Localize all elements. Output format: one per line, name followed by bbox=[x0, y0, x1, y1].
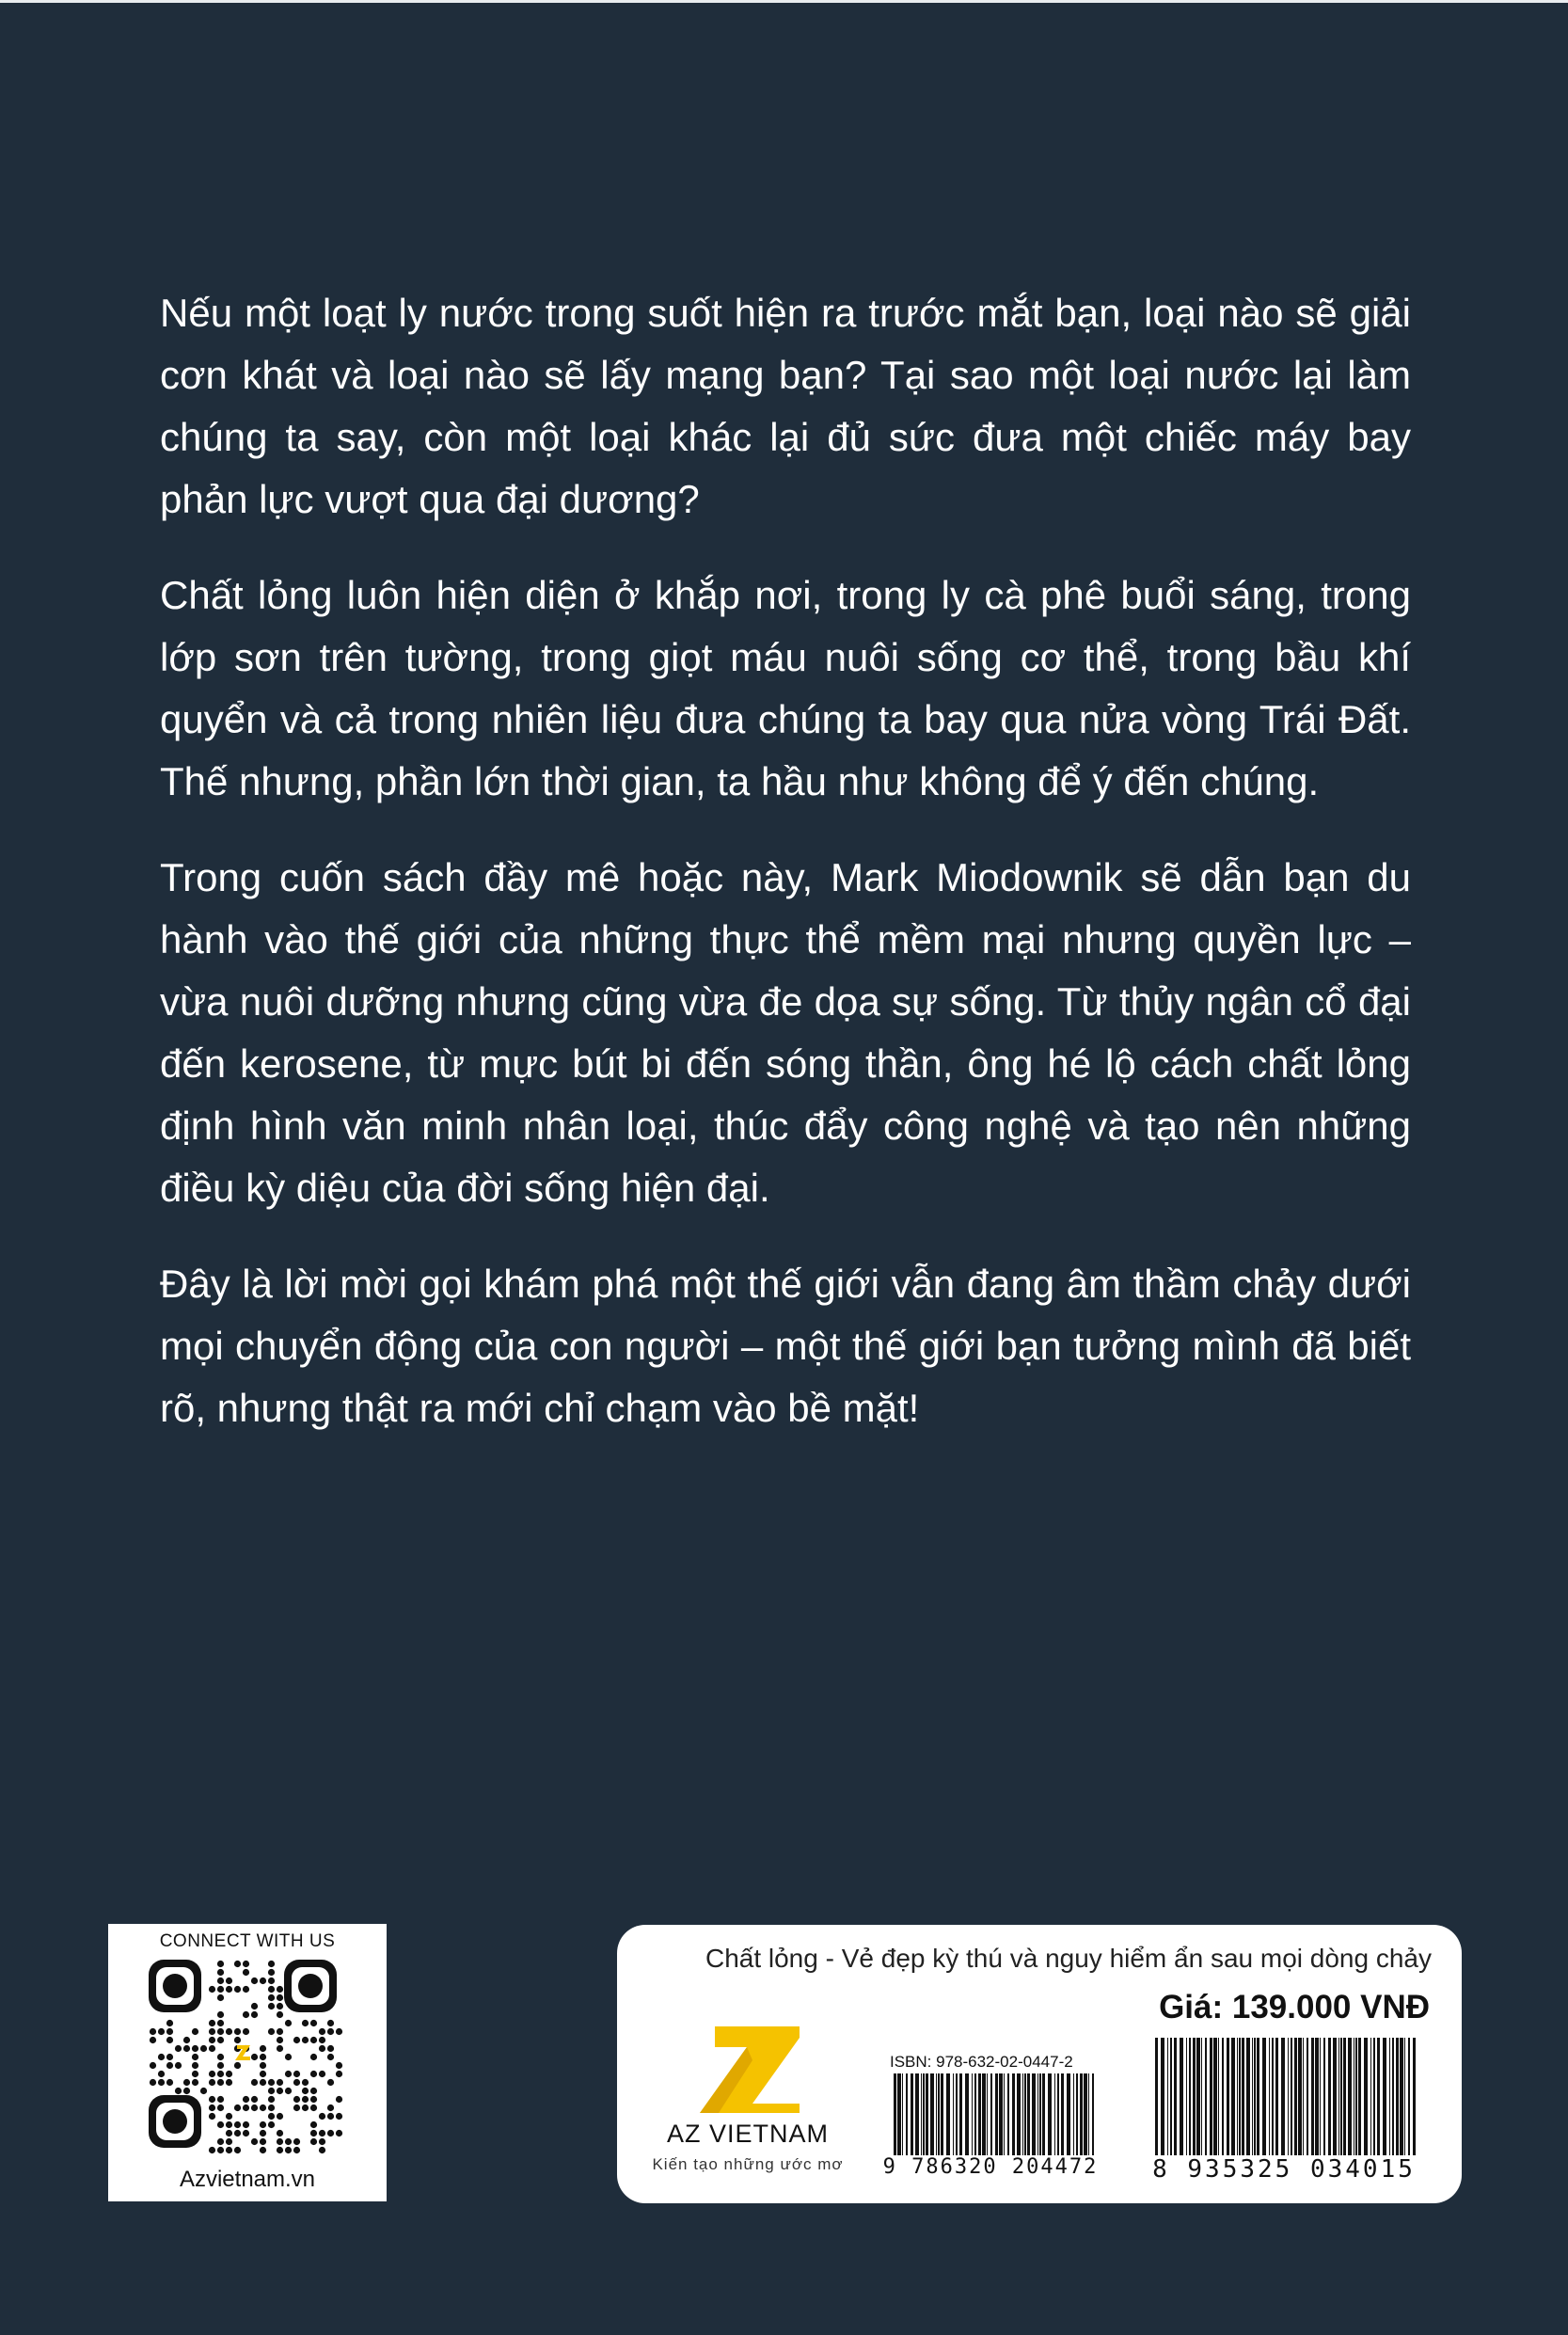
qr-url: Azvietnam.vn bbox=[179, 2167, 316, 2192]
ean-barcode-digits: 8 935325 034015 bbox=[1129, 2155, 1439, 2184]
book-title: Chất lỏng - Vẻ đẹp kỳ thú và nguy hiểm ẩn sau mọi dòng chảy bbox=[705, 1944, 1432, 1973]
blurb-paragraph-1: Nếu một loạt ly nước trong suốt hiện ra trước mắt bạn, loại nào sẽ giải cơn khát và loại nào sẽ lấy mạng bạn? Tại sao một loại nước lại làm chúng ta say, còn một loại khác lại đủ sức đưa một chiếc máy bay phản lực vượt qua đại dương? bbox=[160, 291, 1411, 521]
qr-code-block bbox=[108, 1924, 387, 2201]
brand-slogan: Kiến tạo những ước mơ bbox=[652, 2155, 844, 2173]
blurb-paragraph-2: Chất lỏng luôn hiện diện ở khắp nơi, trong ly cà phê buổi sáng, trong lớp sơn trên tường, trong giọt máu nuôi sống cơ thể, trong bầu khí quyển và cả trong nhiên liệu đưa chúng ta bay qua nửa vòng Trái Đất. Thế nhưng, phần lớn thời gian, ta hầu như không để ý đến chúng. bbox=[160, 573, 1411, 803]
isbn-label: ISBN: 978-632-02-0447-2 bbox=[890, 2053, 1073, 2071]
brand-name: AZ VIETNAM bbox=[666, 2120, 829, 2148]
qr-title: CONNECT WITH US bbox=[159, 1931, 336, 1951]
back-cover-blurb bbox=[160, 282, 1411, 1473]
publisher-info-panel bbox=[617, 1925, 1462, 2203]
az-vietnam-logo-icon bbox=[698, 2026, 801, 2113]
top-edge-line bbox=[0, 0, 1568, 3]
isbn-barcode-digits: 9 786320 204472 bbox=[875, 2155, 1106, 2179]
ean-barcode-icon bbox=[1151, 2038, 1419, 2169]
price-label: Giá: 139.000 VNĐ bbox=[1159, 1989, 1430, 2025]
qr-code-icon bbox=[141, 1958, 354, 2155]
blurb-paragraph-3: Trong cuốn sách đầy mê hoặc này, Mark Miodownik sẽ dẫn bạn du hành vào thế giới của những thực thể mềm mại nhưng quyền lực – vừa nuôi dưỡng nhưng cũng vừa đe dọa sự sống. Từ thủy ngân cổ đại đến kerosene, từ mực bút bi đến sóng thần, ông hé lộ cách chất lỏng định hình văn minh nhân loại, thúc đẩy công nghệ và tạo nên những điều kỳ diệu của đời sống hiện đại. bbox=[160, 855, 1411, 1210]
blurb-paragraph-4: Đây là lời mời gọi khám phá một thế giới vẫn đang âm thầm chảy dưới mọi chuyển động của con người – một thế giới bạn tưởng mình đã biết rõ, nhưng thật ra mới chỉ chạm vào bề mặt! bbox=[160, 1262, 1411, 1430]
isbn-barcode-icon bbox=[890, 2073, 1097, 2166]
